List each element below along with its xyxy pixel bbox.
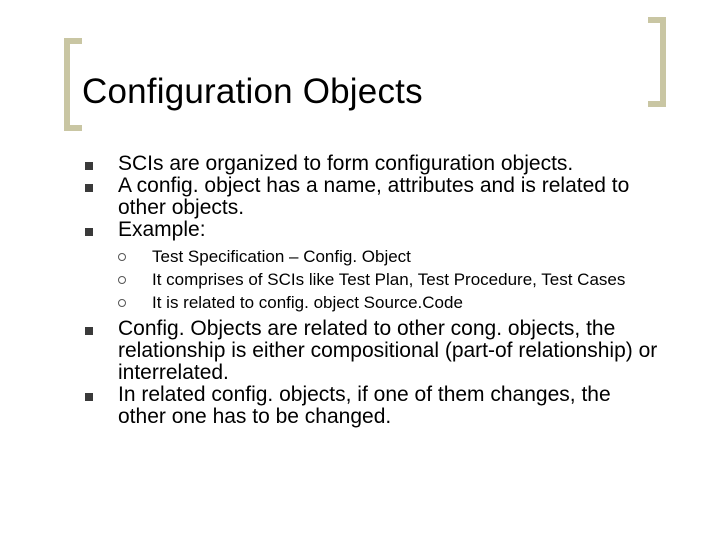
- left-bracket-decoration: [64, 38, 82, 131]
- bullet-text: A config. object has a name, attributes and is related to other objects.: [118, 174, 630, 219]
- slide-title: Configuration Objects: [82, 72, 423, 111]
- square-bullet-icon: [85, 327, 93, 335]
- sub-bullet-text: Test Specification – Config. Object: [152, 247, 411, 266]
- bullet-item: [0, 318, 663, 384]
- bullet-item: [0, 153, 663, 175]
- circle-bullet-icon: [118, 253, 126, 261]
- bullet-list: [0, 153, 720, 428]
- sub-bullet-item: [0, 293, 662, 313]
- square-bullet-icon: [85, 162, 93, 170]
- square-bullet-icon: [85, 228, 93, 236]
- square-bullet-icon: [85, 184, 93, 192]
- sub-bullet-item: [0, 247, 662, 267]
- sub-bullet-text: It is related to config. object Source.Code: [152, 293, 463, 312]
- bullet-item: [0, 175, 663, 219]
- square-bullet-icon: [85, 393, 93, 401]
- sub-bullet-item: [0, 270, 662, 290]
- bullet-text: In related config. objects, if one of them changes, the other one has to be changed.: [118, 383, 611, 428]
- sub-bullet-text: It comprises of SCIs like Test Plan, Test Procedure, Test Cases: [152, 270, 626, 289]
- bullet-item: [0, 219, 663, 241]
- bullet-text: Example:: [118, 218, 206, 241]
- bullet-text: SCIs are organized to form configuration objects.: [118, 152, 574, 175]
- bullet-item: [0, 384, 663, 428]
- circle-bullet-icon: [118, 299, 126, 307]
- right-bracket-decoration: [648, 17, 666, 107]
- circle-bullet-icon: [118, 276, 126, 284]
- bullet-text: Config. Objects are related to other cong. objects, the relationship is either compositional (part-of relationship) or interrelated.: [118, 317, 658, 384]
